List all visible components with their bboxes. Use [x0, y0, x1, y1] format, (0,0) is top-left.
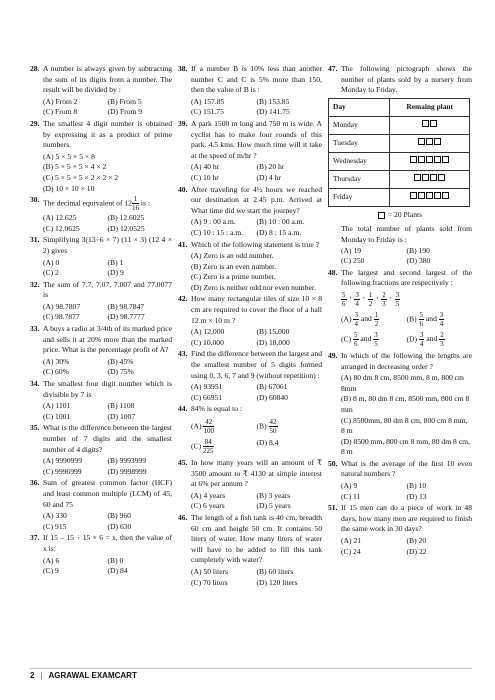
plant-box-icon — [418, 192, 425, 199]
question-36: 36. Sum of greatest common factor (HCF) and least common multiple (LCM) of 45, 60 and 75 — [30, 478, 172, 509]
question-33: 33. A buys a radio at 3/4th of its marked price and sells it at 20% more than the marked price. What is the percentage profit of A? — [30, 324, 172, 355]
plant-boxes — [418, 138, 441, 145]
question-49: 49. In which of the following the lengths are arranged in decreasing order ? — [328, 350, 472, 371]
options-28: (A) From 2 (B) From 5 (C) From 8 (D) From 9 — [43, 96, 143, 117]
fraction: $\frac{84}{225}$ — [203, 438, 214, 455]
plant-box-icon — [410, 192, 417, 199]
options-29: (A) 5 × 5 × 5 × 8 (B) 5 × 5 × 5 × 4 × 2 (C) 5 × 5 × 5 × 2 × 2 × 2 (D) 10 × 10 × 10 — [43, 151, 119, 193]
pictograph-row — [329, 116, 470, 134]
plant-box-icon — [418, 138, 425, 145]
question-34: 34. The smallest four digit number which is divisible by 7 is — [30, 379, 172, 399]
fraction: $\frac{3}{4}$ — [355, 290, 359, 308]
question-40: 40. After traveling for 4½ hours we reached our destination at 2.45 p.m. Arrived at What time did we start the journey? — [178, 184, 322, 215]
options-33: (A) 30% (B) 45% (C) 60% (D) 75% — [43, 356, 134, 377]
options-44: (A) $\frac{42}{100}$ (B) $\frac{42}{50}$ (C) $\frac{84}{225}$ (D) 8.4 — [191, 418, 279, 455]
question-42: 42. How many rectangular tiles of size 10 × 8 cm are required to cover the floor of a hall 12 m × 10 m ? — [178, 294, 322, 325]
plant-box-icon — [414, 174, 421, 181]
column-2 — [178, 64, 322, 589]
plant-box-icon — [442, 192, 449, 199]
question-31: 31. Simplifying 3(13÷6 × 7) (11 × 3) (12 4 × 2) gives — [30, 235, 172, 255]
options-32: (A) 98.7807 (B) 98.7847 (C) 98.7877 (D) 98.7777 — [43, 301, 145, 322]
fraction: $\frac{3}{4}$ — [439, 310, 444, 328]
options-43: (A) 93951 (B) 67061 (C) 66951 (D) 60840 — [191, 382, 288, 402]
pictograph-day: Wednesday — [329, 152, 390, 170]
question-47: 47. The following pictograph shows the number of plants sold by a nursery from Monday to Friday. — [328, 64, 472, 95]
question-28: 28. A number is always given by subtracting the sum of its digits from a number. The result will be divided by : — [30, 64, 172, 95]
question-35: 35. What is the difference between the largest number of 7 digits and the smallest number of 4 digits? — [30, 423, 172, 454]
options-35: (A) 9990999 (B) 9993999 (C) 9996999 (D) 9998999 — [43, 456, 147, 476]
fraction: $\frac{1}{2}$ — [374, 310, 379, 328]
question-45: 45. In how many years will an amount of ₹ 3500 amount to ₹ 4130 at simple interest at 6% per annum ? — [178, 458, 322, 489]
column-3: 47. The following pictograph shows the number of plants sold by a nursery from Monday to Friday. Day Remaing plant Monday Tuesday Wednesday Thursday Friday = 20 Plants The total number of plants sold from Monday to Friday is : (A) 19 (B) 190 (C) 250 (D) 380 48. The largest and second largest of the following fractions are respectively : $\frac{5}{6}$ , $\frac{3}{4}$ , $\frac{1}{2}$ , $\frac{2}{3}$ , $\frac{3}{5}$ (A) $\frac{3}{4}$ and $\frac{1}{2}$ (B) $\frac{5}{6}$ and $\frac{3}{4}$ (C) $\frac{5}{6}$ and $\frac{3}{5}$ (D) $\frac{3}{4}$ and $\frac{2}{3}$ 49. In which of the following the lengths are arranged in decreasing order ? (A) 80 dm 8 cm, 8500 mm, 8 m, 800 cm 8mm (B) 8 m, 80 dm 8 cm, 8500 mm, 800 cm 8 mm (C) 8500mm, 80 dm 8 cm, 800 cm 8 mm, 8 m (D) 8500 mm, 800 cm 8 mm, 80 dm 8 cm, 8 m 50. What is the average of the first 10 even natural numbers ? (A) 9 (B) 10 (C) 11 (D) 13 51. If 15 men can do a piece of work in 48 days, how many men are required to finish the same work in 30 days? (A) 21 (B) 20 (C) 24 (D) 22 — [328, 64, 472, 556]
options-50: (A) 9 (B) 10 (C) 11 (D) 13 — [341, 481, 427, 501]
question-41: 41. Which of the following statement is true ? — [178, 239, 320, 249]
plant-box-icon — [434, 138, 441, 145]
plant-boxes — [422, 120, 437, 127]
fraction: $\frac{5}{6}$ — [342, 290, 346, 308]
pictograph-table: Day Remaing plant Monday Tuesday Wednesday Thursday Friday — [328, 98, 470, 207]
options-30: (A) 12.625 (B) 12.6025 (C) 12.0625 (D) 12.0525 — [43, 213, 145, 233]
fraction: $\frac{2}{3}$ — [440, 330, 444, 348]
plant-box-icon — [426, 156, 433, 163]
pictograph-row — [329, 188, 470, 206]
options-49: (A) 80 dm 8 cm, 8500 mm, 8 m, 800 cm 8mm (B) 8 m, 80 dm 8 cm, 8500 mm, 800 cm 8 mm (C) 8500mm, 80 dm 8 cm, 800 cm 8 mm, 8 m (D) 8500 mm, 800 cm 8 mm, 80 dm 8 cm, 8 m — [341, 373, 470, 457]
fraction: $\frac{3}{5}$ — [374, 330, 378, 348]
fraction: $\frac{3}{5}$ — [395, 290, 400, 308]
fraction: $\frac{1}{2}$ — [368, 290, 373, 308]
options-42: (A) 12,000 (B) 15,000 (C) 10,000 (D) 18,000 — [191, 327, 290, 347]
question-43: 43. Find the difference between the largest and the smallest number of 5 digits formed using 0, 3, 6, 7 and 9 (without repetition) : — [178, 349, 322, 380]
plant-box-icon — [410, 156, 417, 163]
plant-boxes — [410, 192, 449, 199]
options-40: (A) 9 : 00 a.m. (B) 10 : 00 a.m. (C) 10 : 15 : a.m. (D) 8 : 15 a.m. — [191, 217, 305, 237]
fraction: $\frac{1}{16}$ — [131, 195, 139, 213]
question-30: 30. The decimal equivalent of 12 $\frac{1}{16}$ is : — [30, 195, 150, 213]
options-45: (A) 4 years (B) 3 years (C) 6 years (D) 5 years — [191, 490, 291, 511]
plant-box-icon — [422, 120, 429, 127]
plant-box-icon — [426, 138, 433, 145]
question-29: 29. The smallest 4 digit number is obtained by expressing it as a product of prime numbers. — [30, 118, 172, 150]
pictograph-day: Monday — [329, 116, 390, 134]
plant-box-icon — [438, 174, 445, 181]
fraction: $\frac{3}{4}$ — [419, 330, 424, 348]
pictograph-day: Friday — [329, 188, 390, 206]
question-37: 37. If 15 – 15 ÷ 15 × 6 = x, then the value of x is: — [30, 533, 172, 553]
options-41: (A) Zero is an odd number. (B) Zero is an even number. (C) Zero is a prime number. (D) Zero is neither odd nor even number. — [191, 251, 316, 292]
question-51: 51. If 15 men can do a piece of work in 48 days, how many men are required to finish the same work in 30 days? — [328, 503, 472, 534]
question-44: 44. 84% is equal to : — [178, 404, 243, 414]
options-37: (A) 6 (B) 0 (C) 9 (D) 84 — [43, 555, 128, 576]
page-footer: 2 | AGRAWAL EXAMCART — [30, 668, 472, 683]
pictograph-day: Tuesday — [329, 134, 390, 152]
options-34: (A) 1101 (B) 1108 (C) 1001 (D) 1007 — [43, 401, 136, 421]
column-1 — [30, 64, 172, 578]
options-39: (A) 40 hr (B) 20 hr (C) 10 hr (D) 4 hr — [191, 162, 285, 182]
plant-boxes — [414, 174, 445, 181]
question-32: 32. The sum of 7.7, 7.07, 7.007 and 77.0077 is — [30, 279, 172, 300]
options-31: (A) 0 (B) 1 (C) 2 (D) 9 — [43, 257, 124, 278]
question-48: 48. The largest and second largest of the following fractions are respectively : — [328, 267, 472, 288]
options-47: (A) 19 (B) 190 (C) 250 (D) 380 — [341, 245, 431, 266]
pictograph-day: Thursday — [329, 170, 390, 188]
plant-box-icon — [434, 156, 441, 163]
pictograph-legend: = 20 Plants — [328, 210, 472, 221]
plant-box-icon — [430, 120, 437, 127]
page-number: 2 — [30, 671, 35, 680]
fraction-list: $\frac{5}{6}$ , $\frac{3}{4}$ , $\frac{1}{2}$ , $\frac{2}{3}$ , $\frac{3}{5}$ — [342, 290, 400, 308]
options-48: (A) $\frac{3}{4}$ and $\frac{1}{2}$ (B) $\frac{5}{6}$ and $\frac{3}{4}$ (C) $\frac{5}{6}$ and $\frac{3}{5}$ (D) $\frac{3}{4}$ and $\frac{2}{3}$ — [341, 310, 444, 348]
plant-box-icon — [434, 192, 441, 199]
plant-box-icon — [422, 174, 429, 181]
options-36: (A) 330 (B) 960 (C) 915 (D) 630 — [43, 511, 132, 531]
options-51: (A) 21 (B) 20 (C) 24 (D) 22 — [341, 536, 427, 556]
question-46: 46. The length of a fish tank is 40 cm, breadth 60 cm and height 50 cm. It contains 50 liters of water. How many liters of water will have to be added to fill this tank completely with water? — [178, 512, 322, 565]
pictograph-row — [329, 170, 470, 188]
plant-box-icon — [418, 156, 425, 163]
pictograph-row — [329, 152, 470, 170]
fraction: $\frac{5}{6}$ — [354, 330, 358, 348]
question-38: 38. If a number B is 10% less than another number C and C is 5% more than 150, then the value of B is : — [178, 64, 322, 95]
pictograph-row — [329, 134, 470, 152]
plant-box-icon — [378, 212, 385, 219]
fraction: $\frac{42}{50}$ — [269, 418, 277, 435]
options-38: (A) 157.85 (B) 153.85 (C) 151.75 (D) 141.75 — [191, 96, 290, 117]
fraction: $\frac{3}{4}$ — [354, 310, 358, 328]
question-39: 39. A park 1500 m long and 750 m is wide. A cyclist has to make four rounds of this park. 4.5 kms. How much time will it take at the speed of m/hr ? — [178, 118, 322, 160]
plant-box-icon — [442, 156, 449, 163]
plant-boxes — [410, 156, 449, 163]
options-46: (A) 50 liters (B) 60 liters (C) 70 liters (D) 120 liters — [191, 566, 298, 587]
brand-name: AGRAWAL EXAMCART — [48, 671, 137, 680]
fraction: $\frac{42}{100}$ — [203, 418, 214, 435]
fraction: $\frac{5}{6}$ — [419, 310, 424, 328]
plant-box-icon — [430, 174, 437, 181]
question-50: 50. What is the average of the first 10 even natural numbers ? — [328, 458, 472, 479]
plant-box-icon — [426, 192, 433, 199]
fraction: $\frac{2}{3}$ — [382, 290, 386, 308]
